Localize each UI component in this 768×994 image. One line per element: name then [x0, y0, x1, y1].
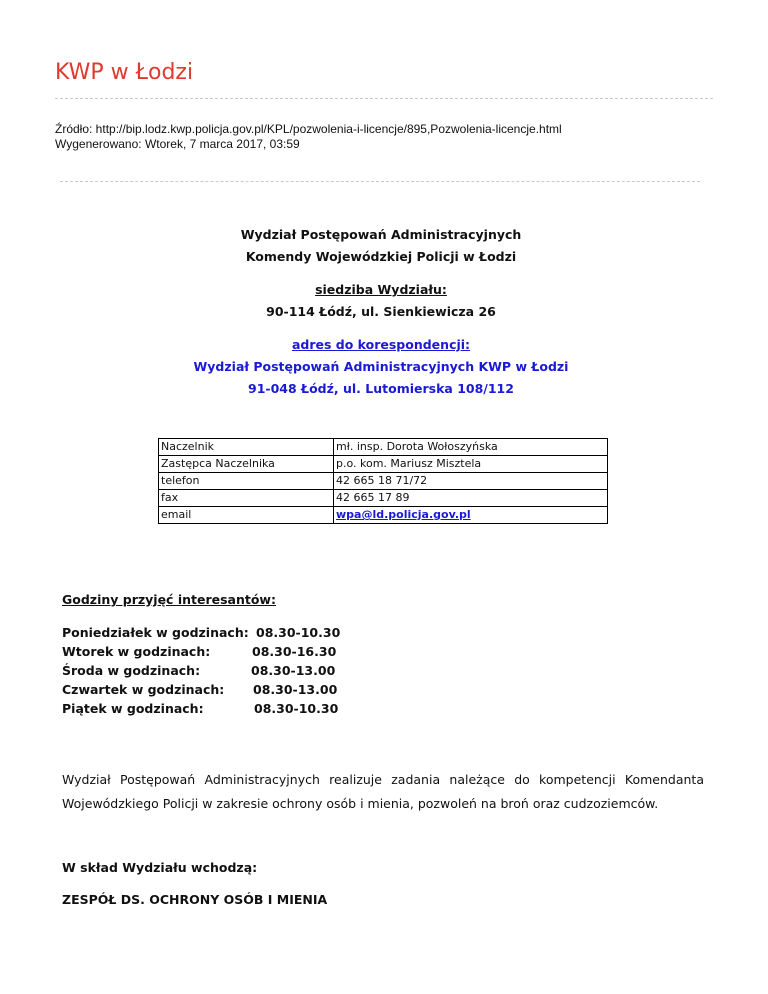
title-divider: [55, 98, 713, 99]
contact-label: fax: [159, 490, 334, 507]
table-row: [159, 507, 608, 524]
contact-label: Naczelnik: [159, 439, 334, 456]
hours-day: Środa w godzinach:: [62, 663, 201, 678]
email-cell: [334, 507, 608, 524]
generated-date: Wygenerowano: Wtorek, 7 marca 2017, 03:59: [55, 137, 300, 151]
table-row: [159, 490, 608, 507]
seat-address: 90-114 Łódź, ul. Sienkiewicza 26: [266, 304, 496, 319]
contact-value: p.o. kom. Mariusz Misztela: [334, 456, 608, 473]
site-title: KWP w Łodzi: [55, 60, 194, 85]
hours-day: Wtorek w godzinach:: [62, 644, 211, 659]
contact-label: email: [159, 507, 334, 524]
correspondence-address: [60, 334, 702, 400]
hours-day: Czwartek w godzinach:: [62, 682, 225, 697]
correspondence-label: adres do korespondencji:: [291, 337, 471, 352]
team-heading: ZESPÓŁ DS. OCHRONY OSÓB I MIENIA: [62, 892, 328, 907]
department-name: [60, 224, 702, 268]
table-row: [159, 456, 608, 473]
contact-table: [158, 438, 608, 524]
department-name-line2: Komendy Wojewódzkiej Policji w Łodzi: [245, 249, 517, 264]
email-link[interactable]: wpa@ld.policja.gov.pl: [336, 508, 471, 521]
department-name-line1: Wydział Postępowań Administracyjnych: [240, 227, 522, 242]
office-hours-title: Godziny przyjęć interesantów:: [62, 592, 276, 607]
source-url: Źródło: http://bip.lodz.kwp.policja.gov.pl/KPL/pozwolenia-i-licencje/895,Pozwolenia-licencje.html: [55, 122, 562, 136]
seat-label: siedziba Wydziału:: [315, 282, 447, 297]
contact-value: 42 665 18 71/72: [334, 473, 608, 490]
table-row: [159, 439, 608, 456]
table-row: [159, 473, 608, 490]
hours-time: 08.30-13.00: [251, 663, 336, 678]
meta-divider: [60, 181, 700, 182]
contact-label: telefon: [159, 473, 334, 490]
department-description: Wydział Postępowań Administracyjnych realizuje zadania należące do kompetencji Komendanta Wojewódzkiego Policji w zakresie ochrony osób i mienia, pozwoleń na broń oraz cudzoziemców.: [62, 772, 704, 811]
hours-time: 08.30-13.00: [253, 682, 338, 697]
contact-label: Zastępca Naczelnika: [159, 456, 334, 473]
hours-time: 08.30-10.30: [254, 701, 339, 716]
contact-value: 42 665 17 89: [334, 490, 608, 507]
correspondence-line1: Wydział Postępowań Administracyjnych KWP w Łodzi: [193, 359, 569, 374]
hours-time: 08.30-10.30: [256, 625, 341, 640]
structure-title: W skład Wydziału wchodzą:: [62, 860, 258, 875]
hours-day: Poniedziałek w godzinach:: [62, 625, 249, 640]
hours-time: 08.30-16.30: [252, 644, 337, 659]
department-seat: [60, 279, 702, 323]
contact-value: mł. insp. Dorota Wołoszyńska: [334, 439, 608, 456]
correspondence-line2: 91-048 Łódź, ul. Lutomierska 108/112: [248, 381, 514, 396]
hours-day: Piątek w godzinach:: [62, 701, 204, 716]
document-meta: [55, 122, 562, 152]
